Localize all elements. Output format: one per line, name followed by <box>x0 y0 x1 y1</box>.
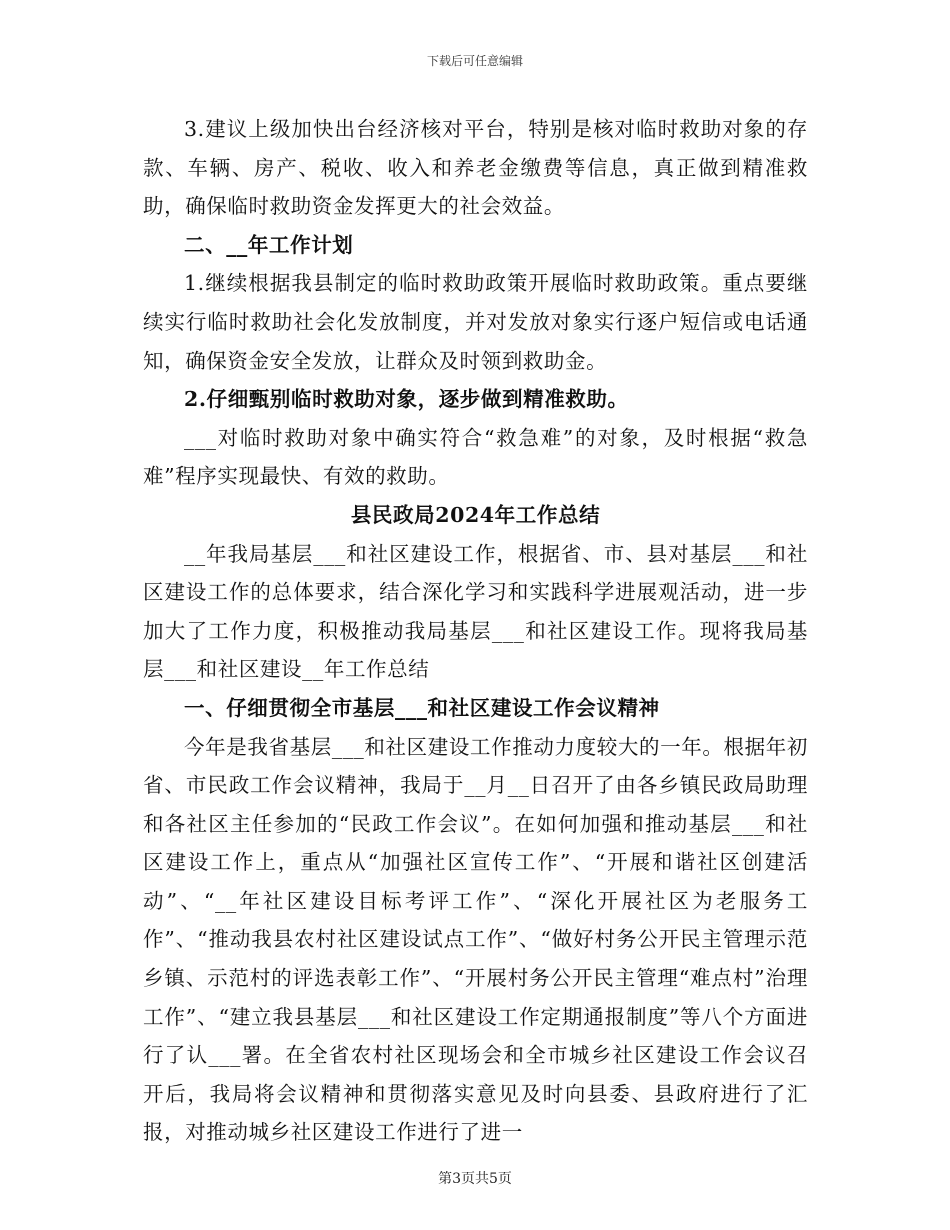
paragraph-plan-1: 1.继续根据我县制定的临时救助政策开展临时救助政策。重点要继续实行临时救助社会化发放制度，并对发放对象实行逐户短信或电话通知，确保资金安全发放，让群众及时领到救助金。 <box>143 271 808 373</box>
document-title: 县民政局2024年工作总结 <box>350 502 601 527</box>
heading-plan-2: 2.仔细甄别临时救助对象，逐步做到精准救助。 <box>184 387 629 412</box>
heading-work-plan: 二、__年工作计划 <box>184 232 354 257</box>
page-footer: 第3页共5页 <box>438 1171 512 1187</box>
paragraph-plan-2: ___对临时救助对象中确实符合“救急难”的对象，及时根据“救急难”程序实现最快、有效的救助。 <box>143 425 808 489</box>
paragraph-section-1: 今年是我省基层___和社区建设工作推动力度较大的一年。根据年初省、市民政工作会议精神，我局于__月__日召开了由各乡镇民政局助理和各社区主任参加的“民政工作会议”。在如何加强和推动基层___和社区建设工作上，重点从“加强社区宣传工作”、“开展和谐社区创建活动”、“__年社区建设目标考评工作”、“深化开展社区为老服务工作”、“推动我县农村社区建设试点工作”、“做好村务公开民主管理示范乡镇、示范村的评选表彰工作”、“开展村务公开民主管理“难点村”治理工作”、“建立我县基层___和社区建设工作定期通报制度”等八个方面进行了认___署。在全省农村社区现场会和全市城乡社区建设工作会议召开后，我局将会议精神和贯彻落实意见及时向县委、县政府进行了汇报，对推动城乡社区建设工作进行了进一 <box>143 734 808 1145</box>
heading-section-1: 一、仔细贯彻全市基层___和社区建设工作会议精神 <box>184 695 660 720</box>
paragraph-intro: __年我局基层___和社区建设工作，根据省、市、县对基层___和社区建设工作的总体要求，结合深化学习和实践科学进展观活动，进一步加大了工作力度，积极推动我局基层___和社区建设工作。现将我局基层___和社区建设__年工作总结 <box>143 541 808 682</box>
document-body <box>143 110 808 1152</box>
page-header: 下载后可任意编辑 <box>426 54 523 68</box>
paragraph-suggestion-3: 3.建议上级加快出台经济核对平台，特别是核对临时救助对象的存款、车辆、房产、税收、收入和养老金缴费等信息，真正做到精准救助，确保临时救助资金发挥更大的社会效益。 <box>143 117 808 219</box>
